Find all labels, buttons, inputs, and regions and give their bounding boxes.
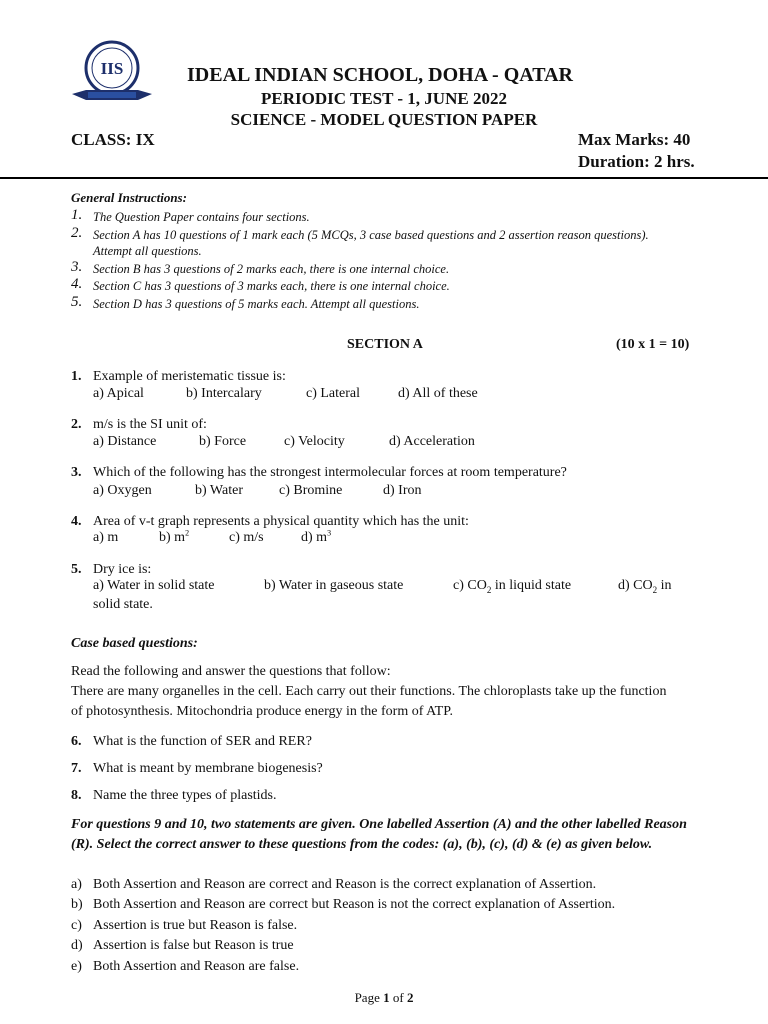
option: d) $CO_2$ in	[618, 578, 672, 595]
option: d) $m^3$	[301, 528, 332, 545]
max-marks: Max Marks: 40	[578, 130, 691, 149]
paper-title: SCIENCE - MODEL QUESTION PAPER	[230, 110, 538, 129]
option: a) Oxygen	[93, 483, 152, 498]
option: b) Intercalary	[186, 386, 262, 401]
section-a-marks: (10 x 1 = 10)	[616, 337, 690, 352]
option: d) All of these	[398, 386, 478, 401]
case-intro: Read the following and answer the questions that follow:	[71, 664, 391, 679]
option: c) $CO_2$ in liquid state	[453, 578, 572, 595]
option: a) m	[93, 530, 119, 545]
option: c) Velocity	[284, 434, 345, 449]
option: c) Bromine	[279, 483, 343, 498]
option: c) Lateral	[306, 386, 361, 401]
option: b) Water	[195, 483, 243, 498]
option: a) Apical	[93, 386, 144, 401]
option: b) $m^2$	[159, 528, 190, 545]
option: a) Distance	[93, 434, 157, 449]
option: d) Iron	[383, 483, 422, 498]
header-divider	[0, 177, 768, 179]
option: b) Water in gaseous state	[264, 578, 404, 593]
logo-text: IIS	[100, 59, 124, 78]
assertion-instruction: For questions 9 and 10, two statements are given. One labelled Assertion (A) and the other labelled Reason (R). Select the correct answer to these questions from the codes: (a), (b), (c), (d) & (e) as given below.	[71, 817, 687, 852]
option: d) Acceleration	[389, 434, 475, 449]
option: a) Water in solid state	[93, 578, 215, 593]
option-continued: solid state.	[93, 597, 153, 612]
section-a-title: SECTION A	[347, 337, 423, 352]
case-title: Case based questions:	[71, 636, 198, 651]
duration: Duration: 2 hrs.	[578, 152, 695, 171]
test-title: PERIODIC TEST - 1, JUNE 2022	[261, 89, 507, 108]
option: b) Force	[199, 434, 247, 449]
case-passage: There are many organelles in the cell. Each carry out their functions. The chloroplasts take up the function of photosynthesis. Mitochondria produce energy in the form of ATP.	[71, 684, 667, 719]
instructions-title: General Instructions:	[71, 190, 187, 205]
page-number: Page 1 of 2	[354, 990, 414, 1005]
class-label: CLASS: IX	[71, 130, 155, 149]
option: c) m/s	[229, 530, 264, 545]
